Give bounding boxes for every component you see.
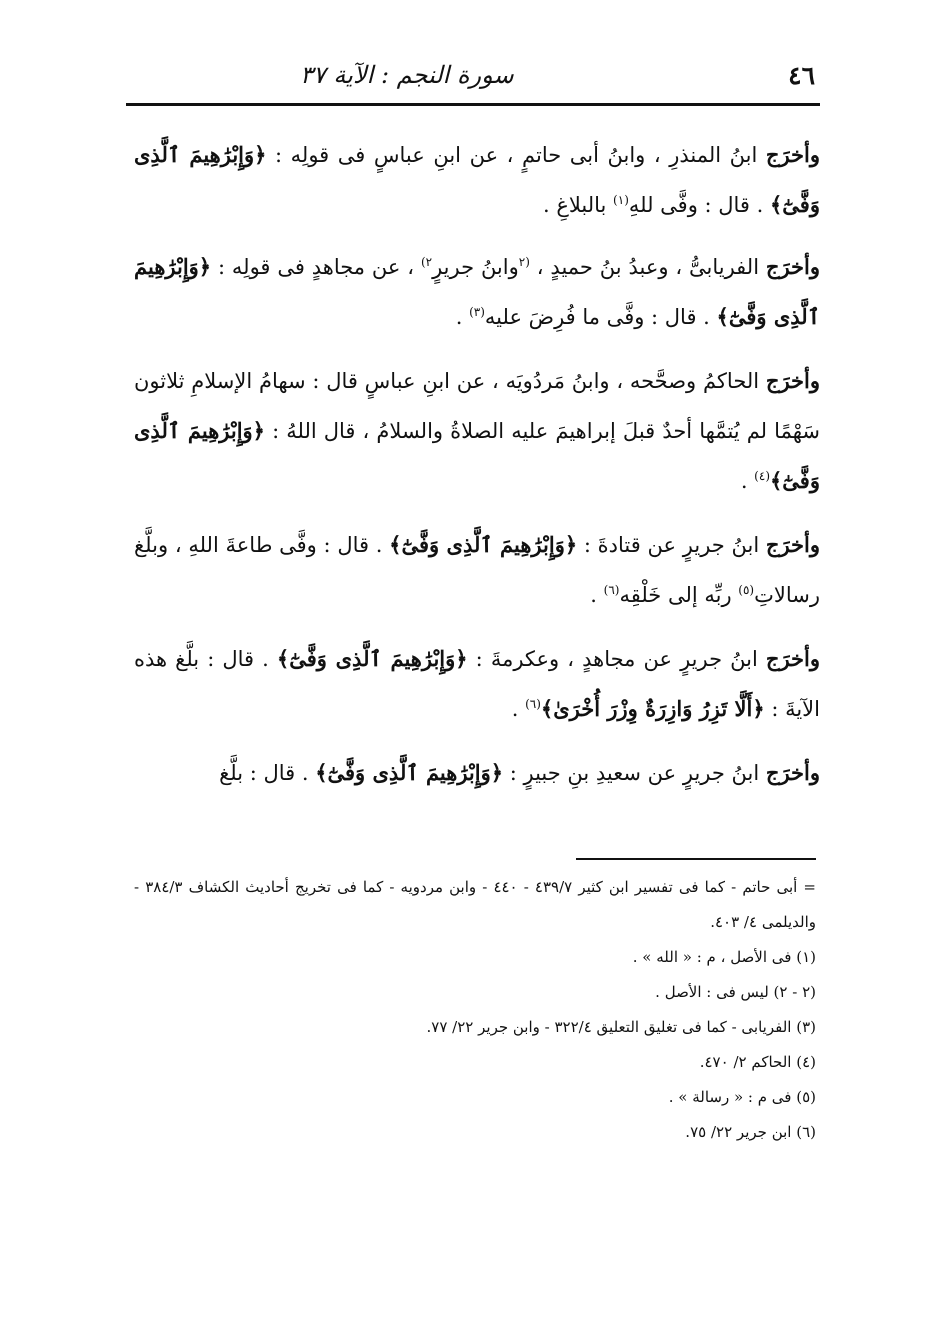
footnote-ref: (٦)	[603, 583, 620, 597]
footnote-item: (١) فى الأصل ، م : « الله » .	[632, 948, 816, 966]
paragraph-lead: وأخرَج	[765, 532, 821, 557]
page-header	[130, 52, 815, 98]
paragraph-text: وابنُ جريرٍ	[432, 255, 519, 279]
paragraph-text: .	[455, 305, 470, 329]
footnotes	[134, 870, 816, 1150]
paragraph-lead: وأخرَج	[765, 142, 820, 167]
paragraph-text: .	[590, 583, 604, 607]
paragraph-text: ابنُ المنذرِ ، وابنُ أبى حاتمٍ ، عن ابنِ عباسٍ فى قولِه :	[266, 143, 766, 167]
paragraph-text: . قال : وفَّى للهِ	[628, 193, 770, 217]
paragraph-lead: وأخرَج	[765, 760, 820, 785]
footnote-ref: (١)	[613, 193, 629, 207]
running-title: سورة النجم : الآية ٣٧	[300, 61, 514, 89]
footnote-item: (٤) الحاكم ٢/ ٤٧٠.	[699, 1053, 816, 1071]
footnote-ref: (٦)	[525, 697, 541, 711]
paragraph-text: . قال : وفَّى طاعةَ اللهِ ، وبلَّغ رسالاتِ	[134, 533, 820, 607]
paragraph-4	[134, 520, 820, 620]
quran-verse: ﴿وَإِبْرَٰهِيمَ ٱلَّذِى وَفَّىٰٓ﴾	[276, 646, 468, 671]
footnote-ref: (٣)	[469, 305, 485, 319]
footnote-continuation: = أبى حاتم - كما فى تفسير ابن كثير ٤٣٩/٧ - ٤٤٠ - وابن مردويه - كما فى تخريج أحاديث الكشاف ٣٨٤/٣ - والديلمى ٤/ ٤٠٣.	[134, 878, 816, 931]
footnote-item: (٣) الفريابى - كما فى تغليق التعليق ٣٢٢/٤ - وابن جرير ٢٢/ ٧٧.	[426, 1018, 816, 1036]
main-text	[134, 130, 820, 812]
footnote-item: (٦) ابن جرير ٢٢/ ٧٥.	[685, 1123, 816, 1141]
footnote-ref: (٥)	[738, 583, 755, 597]
paragraph-lead: وأخرَج	[765, 254, 821, 279]
paragraph-text: ابنُ جريرٍ عن مجاهدٍ ، وعكرمةَ :	[467, 647, 766, 671]
paragraph-text: الحاكمُ وصحَّحه ، وابنُ مَردُويَه ، عن ابنِ عباسٍ قال : سهامُ الإسلامِ ثلاثون سَهْمًا لم يُتمَّها أحدٌ قبلَ إبراهيمَ عليه الصلاةُ والسلامُ ، قال اللهُ :	[134, 369, 820, 443]
paragraph-text: .	[511, 697, 526, 721]
paragraph-text: الفريابىُّ ، وعبدُ بنُ حميدٍ ،	[529, 255, 766, 279]
header-rule	[126, 103, 820, 106]
paragraph-text: ابنُ جريرٍ عن قتادةَ :	[577, 533, 766, 557]
paragraph-text: . قال : بلَّغ هذه الآيةَ :	[134, 647, 820, 721]
quran-verse: ﴿وَإِبْرَٰهِيمَ ٱلَّذِى وَفَّىٰٓ﴾	[134, 254, 820, 329]
paragraph-2	[134, 242, 820, 342]
paragraph-text: بالبلاغِ .	[542, 193, 614, 217]
paragraph-text: . قال : وفَّى ما فُرِضَ عليه	[484, 305, 717, 329]
paragraph-3	[134, 356, 820, 506]
paragraph-6	[134, 748, 820, 798]
quran-verse: ﴿وَإِبْرَٰهِيمَ ٱلَّذِى وَفَّىٰٓ﴾	[315, 760, 504, 785]
paragraph-text: ربِّه إلى خَلْقِه	[619, 583, 739, 607]
footnote-rule	[576, 858, 816, 860]
paragraph-lead: وأخرَج	[765, 368, 820, 393]
paragraph-text: . قال : بلَّغ	[219, 761, 316, 785]
footnote-item: (٥) فى م : « رسالة » .	[668, 1088, 816, 1106]
footnote-ref: ٢)	[420, 255, 433, 269]
quran-verse: ﴿أَلَّا تَزِرُ وَازِرَةٌ وِزْرَ أُخْرَىٰ﴾	[540, 696, 765, 721]
paragraph-text: ، عن مجاهدٍ فى قولِه :	[211, 255, 421, 279]
quran-verse: ﴿وَإِبْرَٰهِيمَ ٱلَّذِى وَفَّىٰٓ﴾	[389, 532, 578, 557]
quran-verse: ﴿وَإِبْرَٰهِيمَ ٱلَّذِى وَفَّىٰٓ﴾	[134, 418, 820, 493]
footnote-ref: (٤)	[754, 469, 770, 483]
quran-verse: ﴿وَإِبْرَٰهِيمَ ٱلَّذِى وَفَّىٰٓ﴾	[134, 142, 820, 217]
paragraph-1	[134, 130, 820, 230]
paragraph-5	[134, 634, 820, 734]
page-number: ٤٦	[788, 60, 815, 90]
paragraph-text: .	[740, 469, 755, 493]
paragraph-lead: وأخرَج	[765, 646, 821, 671]
paragraph-text: ابنُ جريرٍ عن سعيدِ بنِ جبيرٍ :	[503, 761, 766, 785]
footnote-ref: (٢	[518, 255, 530, 269]
footnote-item: (٢ - ٢) ليس فى : الأصل .	[655, 983, 816, 1001]
